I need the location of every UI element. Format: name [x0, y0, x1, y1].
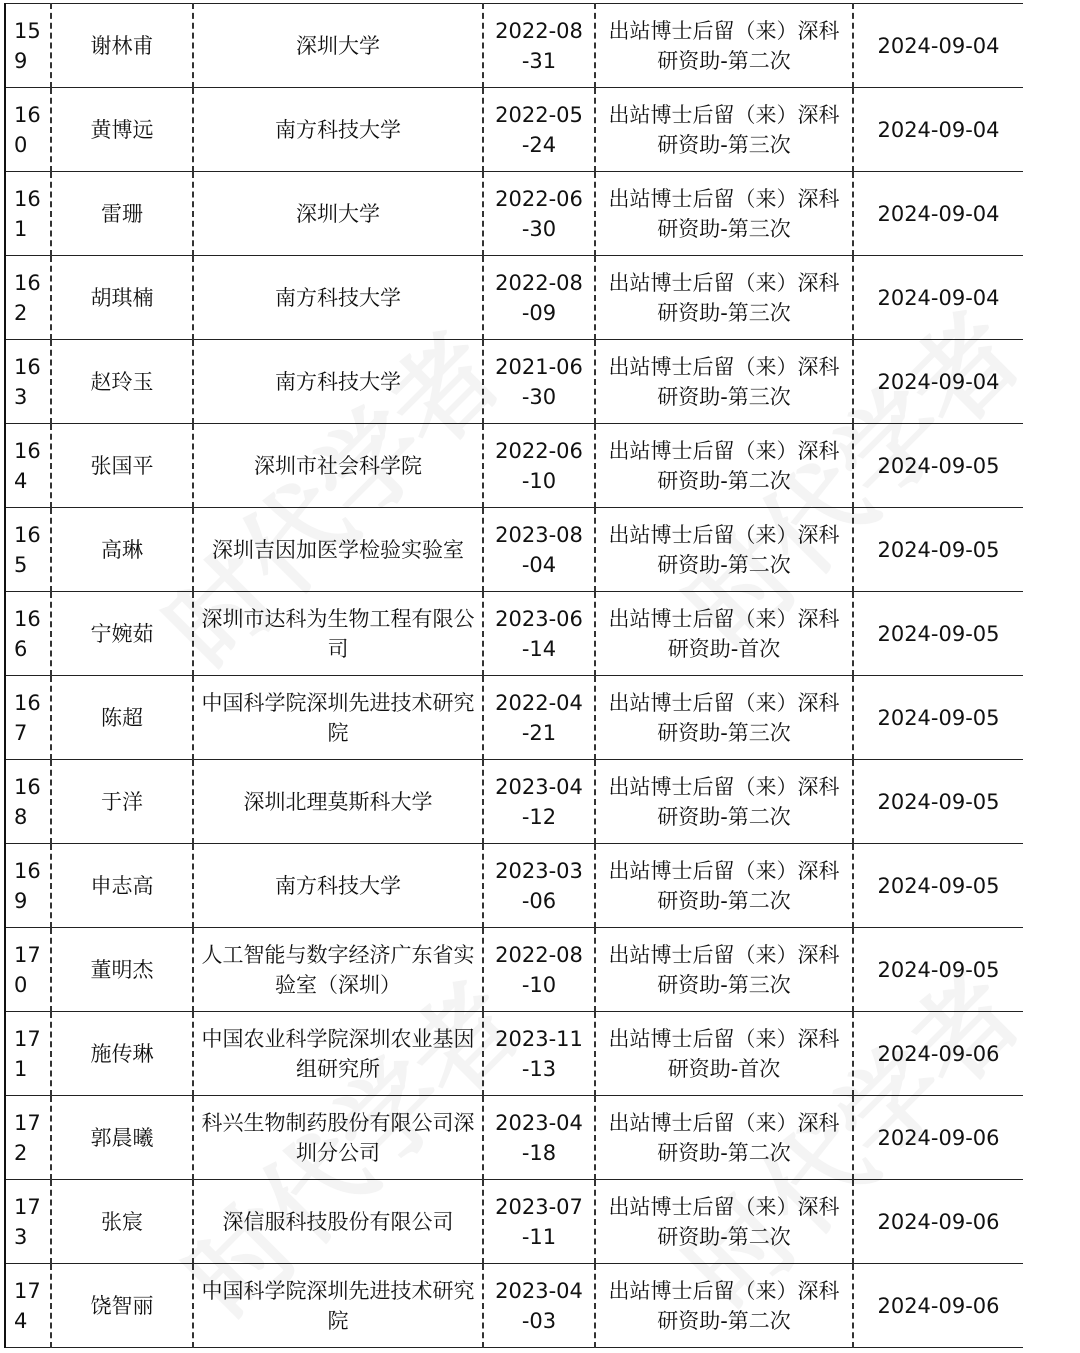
- subsidy-item-cell: 出站博士后留（来）深科研资助-第二次: [595, 1096, 853, 1180]
- approval-date-cell: 2024-09-06: [853, 1264, 1023, 1348]
- name-cell: 雷珊: [51, 172, 193, 256]
- approval-date-cell: 2024-09-05: [853, 676, 1023, 760]
- subsidy-item-cell: 出站博士后留（来）深科研资助-第三次: [595, 88, 853, 172]
- subsidy-item-cell: 出站博士后留（来）深科研资助-第二次: [595, 508, 853, 592]
- date-cell: 2022-08-31: [483, 4, 595, 88]
- table-row: [5, 424, 1023, 508]
- name-cell: 高琳: [51, 508, 193, 592]
- date-cell: 2023-07-11: [483, 1180, 595, 1264]
- date-cell: 2023-06-14: [483, 592, 595, 676]
- table-row: [5, 1180, 1023, 1264]
- unit-cell: 深圳吉因加医学检验实验室: [193, 508, 483, 592]
- date-cell: 2023-04-12: [483, 760, 595, 844]
- unit-cell: 南方科技大学: [193, 340, 483, 424]
- subsidy-item-cell: 出站博士后留（来）深科研资助-第二次: [595, 1180, 853, 1264]
- unit-cell: 南方科技大学: [193, 844, 483, 928]
- row-number-cell: 174: [5, 1264, 51, 1348]
- approval-date-cell: 2024-09-04: [853, 256, 1023, 340]
- table-row: [5, 1096, 1023, 1180]
- row-number-cell: 170: [5, 928, 51, 1012]
- table-row: [5, 1012, 1023, 1096]
- unit-cell: 深圳市社会科学院: [193, 424, 483, 508]
- unit-cell: 中国科学院深圳先进技术研究院: [193, 676, 483, 760]
- date-cell: 2023-11-13: [483, 1012, 595, 1096]
- name-cell: 张宸: [51, 1180, 193, 1264]
- approval-date-cell: 2024-09-05: [853, 424, 1023, 508]
- unit-cell: 深信服科技股份有限公司: [193, 1180, 483, 1264]
- row-number-cell: 169: [5, 844, 51, 928]
- row-number-cell: 160: [5, 88, 51, 172]
- approval-date-cell: 2024-09-05: [853, 760, 1023, 844]
- table-row: [5, 676, 1023, 760]
- approval-date-cell: 2024-09-05: [853, 592, 1023, 676]
- table-row: [5, 844, 1023, 928]
- subsidy-item-cell: 出站博士后留（来）深科研资助-第二次: [595, 760, 853, 844]
- row-number-cell: 162: [5, 256, 51, 340]
- unit-cell: 深圳大学: [193, 4, 483, 88]
- subsidy-item-cell: 出站博士后留（来）深科研资助-第三次: [595, 172, 853, 256]
- date-cell: 2022-08-09: [483, 256, 595, 340]
- approval-date-cell: 2024-09-06: [853, 1012, 1023, 1096]
- row-number-cell: 172: [5, 1096, 51, 1180]
- date-cell: 2021-06-30: [483, 340, 595, 424]
- subsidy-item-cell: 出站博士后留（来）深科研资助-第三次: [595, 928, 853, 1012]
- table-row: [5, 592, 1023, 676]
- row-number-cell: 165: [5, 508, 51, 592]
- table-row: [5, 172, 1023, 256]
- subsidy-item-cell: 出站博士后留（来）深科研资助-首次: [595, 1012, 853, 1096]
- row-number-cell: 167: [5, 676, 51, 760]
- approval-date-cell: 2024-09-06: [853, 1096, 1023, 1180]
- subsidy-item-cell: 出站博士后留（来）深科研资助-第三次: [595, 256, 853, 340]
- subsidy-item-cell: 出站博士后留（来）深科研资助-第二次: [595, 844, 853, 928]
- table-row: [5, 88, 1023, 172]
- unit-cell: 人工智能与数字经济广东省实验室（深圳）: [193, 928, 483, 1012]
- unit-cell: 深圳市达科为生物工程有限公司: [193, 592, 483, 676]
- approval-date-cell: 2024-09-05: [853, 508, 1023, 592]
- unit-cell: 中国科学院深圳先进技术研究院: [193, 1264, 483, 1348]
- approval-date-cell: 2024-09-04: [853, 172, 1023, 256]
- unit-cell: 深圳大学: [193, 172, 483, 256]
- date-cell: 2023-04-18: [483, 1096, 595, 1180]
- approval-date-cell: 2024-09-04: [853, 340, 1023, 424]
- name-cell: 郭晨曦: [51, 1096, 193, 1180]
- row-number-cell: 161: [5, 172, 51, 256]
- subsidy-item-cell: 出站博士后留（来）深科研资助-首次: [595, 592, 853, 676]
- date-cell: 2022-05-24: [483, 88, 595, 172]
- approval-date-cell: 2024-09-04: [853, 4, 1023, 88]
- name-cell: 于洋: [51, 760, 193, 844]
- table-row: [5, 256, 1023, 340]
- subsidy-item-cell: 出站博士后留（来）深科研资助-第二次: [595, 1264, 853, 1348]
- table-row: [5, 340, 1023, 424]
- row-number-cell: 164: [5, 424, 51, 508]
- unit-cell: 南方科技大学: [193, 88, 483, 172]
- name-cell: 黄博远: [51, 88, 193, 172]
- table-row: [5, 928, 1023, 1012]
- table-row: [5, 1264, 1023, 1348]
- name-cell: 陈超: [51, 676, 193, 760]
- unit-cell: 中国农业科学院深圳农业基因组研究所: [193, 1012, 483, 1096]
- date-cell: 2023-03-06: [483, 844, 595, 928]
- name-cell: 谢林甫: [51, 4, 193, 88]
- table-row: [5, 508, 1023, 592]
- approval-date-cell: 2024-09-05: [853, 844, 1023, 928]
- row-number-cell: 166: [5, 592, 51, 676]
- subsidy-table: [4, 3, 1023, 1348]
- table-row: [5, 760, 1023, 844]
- approval-date-cell: 2024-09-05: [853, 928, 1023, 1012]
- unit-cell: 深圳北理莫斯科大学: [193, 760, 483, 844]
- name-cell: 董明杰: [51, 928, 193, 1012]
- name-cell: 施传琳: [51, 1012, 193, 1096]
- approval-date-cell: 2024-09-04: [853, 88, 1023, 172]
- name-cell: 张国平: [51, 424, 193, 508]
- row-number-cell: 173: [5, 1180, 51, 1264]
- row-number-cell: 163: [5, 340, 51, 424]
- name-cell: 胡琪楠: [51, 256, 193, 340]
- subsidy-item-cell: 出站博士后留（来）深科研资助-第三次: [595, 340, 853, 424]
- date-cell: 2023-08-04: [483, 508, 595, 592]
- name-cell: 饶智丽: [51, 1264, 193, 1348]
- approval-date-cell: 2024-09-06: [853, 1180, 1023, 1264]
- date-cell: 2022-08-10: [483, 928, 595, 1012]
- name-cell: 赵玲玉: [51, 340, 193, 424]
- row-number-cell: 171: [5, 1012, 51, 1096]
- subsidy-item-cell: 出站博士后留（来）深科研资助-第二次: [595, 424, 853, 508]
- date-cell: 2022-06-10: [483, 424, 595, 508]
- date-cell: 2022-06-30: [483, 172, 595, 256]
- date-cell: 2022-04-21: [483, 676, 595, 760]
- table-body: [5, 4, 1023, 1348]
- unit-cell: 科兴生物制药股份有限公司深圳分公司: [193, 1096, 483, 1180]
- name-cell: 申志高: [51, 844, 193, 928]
- row-number-cell: 159: [5, 4, 51, 88]
- date-cell: 2023-04-03: [483, 1264, 595, 1348]
- subsidy-item-cell: 出站博士后留（来）深科研资助-第三次: [595, 676, 853, 760]
- subsidy-item-cell: 出站博士后留（来）深科研资助-第二次: [595, 4, 853, 88]
- name-cell: 宁婉茹: [51, 592, 193, 676]
- table-row: [5, 4, 1023, 88]
- unit-cell: 南方科技大学: [193, 256, 483, 340]
- row-number-cell: 168: [5, 760, 51, 844]
